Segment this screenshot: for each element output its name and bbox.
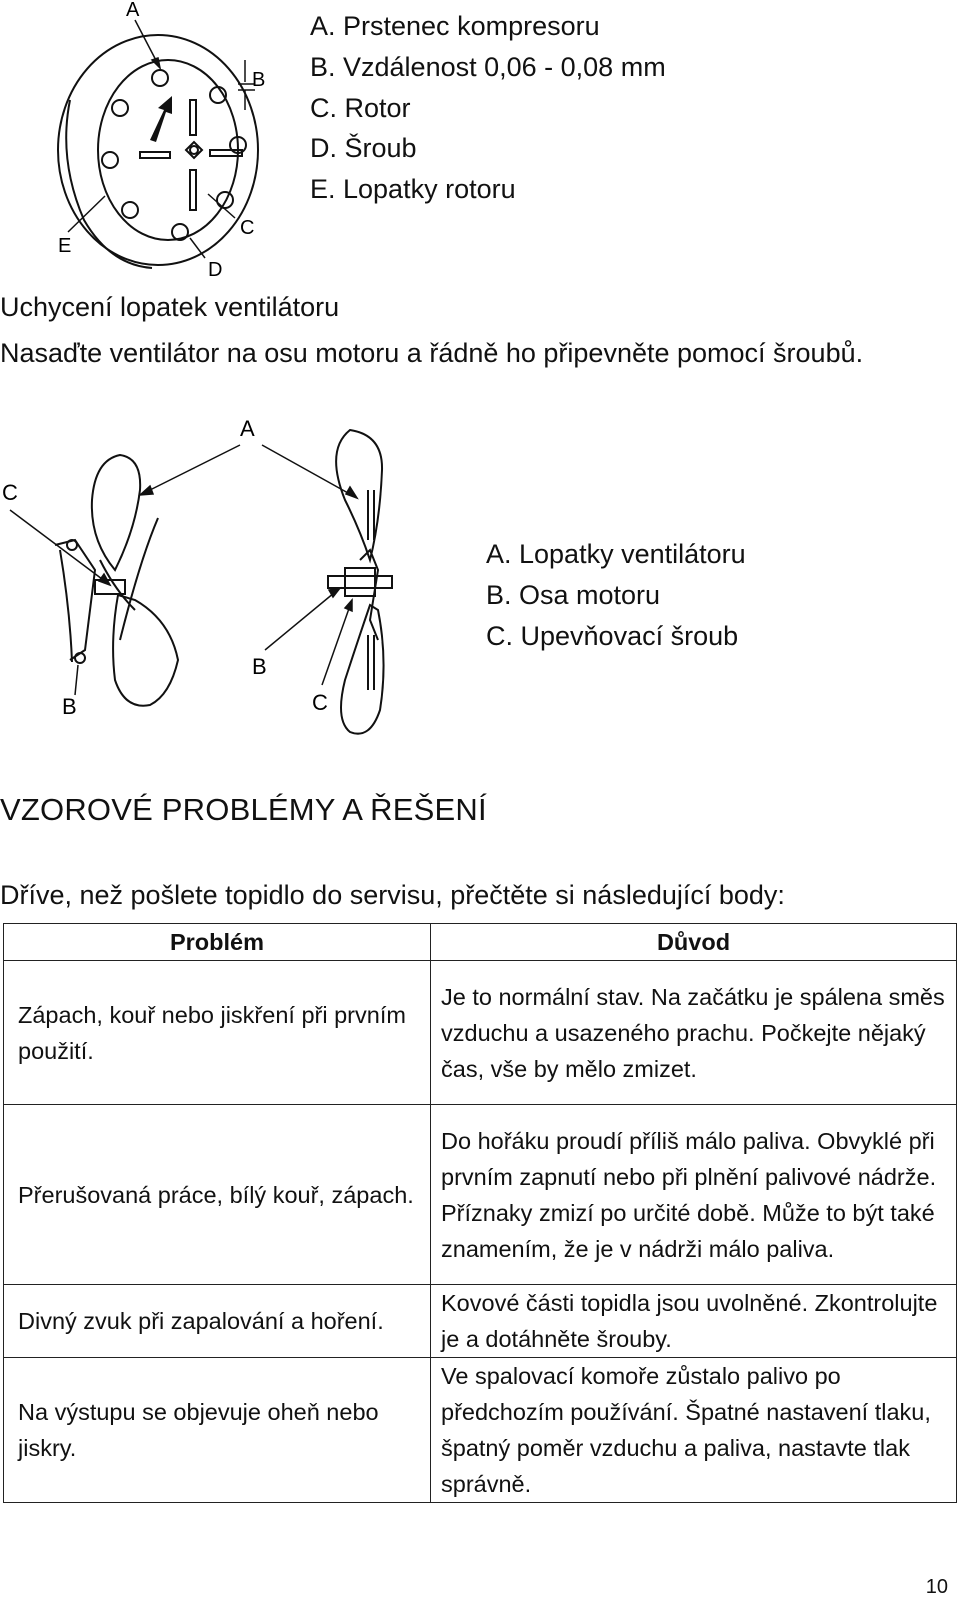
legend-item: C. Upevňovací šroub <box>486 621 739 651</box>
legend-item: D. Šroub <box>310 133 417 163</box>
column-header-problem: Problém <box>4 924 431 961</box>
fan-section-body: Nasaďte ventilátor na osu motoru a řádně ho připevněte pomocí šroubů. <box>0 338 864 368</box>
column-header-cause: Důvod <box>431 924 957 961</box>
legend-item: B. Osa motoru <box>486 580 661 610</box>
cause-cell: Kovové části topidla jsou uvolněné. Zkontrolujte je a dotáhněte šrouby. <box>431 1285 957 1358</box>
problem-cell: Na výstupu se objevuje oheň nebo jiskry. <box>4 1358 431 1503</box>
callout-a: A <box>126 0 140 21</box>
troubleshooting-heading: VZOROVÉ PROBLÉMY A ŘEŠENÍ <box>0 792 487 827</box>
table-row <box>4 1358 957 1503</box>
callout-b: B <box>252 654 267 679</box>
troubleshooting-table <box>3 923 957 1503</box>
cause-cell: Je to normální stav. Na začátku je spálena směs vzduchu a usazeného prachu. Počkejte nějaký čas, vše by mělo zmizet. <box>431 961 957 1105</box>
callout-c: C <box>240 217 255 239</box>
problem-cell: Zápach, kouř nebo jiskření při prvním použití. <box>4 961 431 1105</box>
legend-item: E. Lopatky rotoru <box>310 174 516 204</box>
callout-c: C <box>312 690 328 715</box>
callout-d: D <box>208 259 223 281</box>
table-row <box>4 961 957 1105</box>
callout-b: B <box>252 69 266 91</box>
legend-item: C. Rotor <box>310 93 411 123</box>
cause-cell: Ve spalovací komoře zůstalo palivo po předchozím používání. Špatné nastavení tlaku, špatný poměr vzduchu a paliva, nastavte tlak správně. <box>431 1358 957 1503</box>
compressor-diagram <box>40 0 280 285</box>
table-header-row <box>4 924 957 961</box>
cause-cell: Do hořáku proudí příliš málo paliva. Obvyklé při prvním zapnutí nebo při plnění palivové nádrže. Příznaky zmizí po určité době. Může to být také znamením, že je v nádrži málo paliva. <box>431 1105 957 1285</box>
legend-item: A. Prstenec kompresoru <box>310 11 600 41</box>
fan-section-heading: Uchycení lopatek ventilátoru <box>0 292 340 322</box>
callout-e: E <box>58 235 72 257</box>
legend-item: A. Lopatky ventilátoru <box>486 539 746 569</box>
troubleshooting-intro: Dříve, než pošlete topidlo do servisu, přečtěte si následující body: <box>0 880 785 910</box>
problem-cell: Přerušovaná práce, bílý kouř, zápach. <box>4 1105 431 1285</box>
page-number: 10 <box>925 1576 948 1598</box>
problem-cell: Divný zvuk při zapalování a hoření. <box>4 1285 431 1358</box>
callout-b: B <box>62 694 77 719</box>
legend-item: B. Vzdálenost 0,06 - 0,08 mm <box>310 52 666 82</box>
callout-c: C <box>2 480 18 505</box>
table-row <box>4 1105 957 1285</box>
table-row <box>4 1285 957 1358</box>
fan-diagram <box>0 410 440 745</box>
callout-a: A <box>240 416 255 441</box>
